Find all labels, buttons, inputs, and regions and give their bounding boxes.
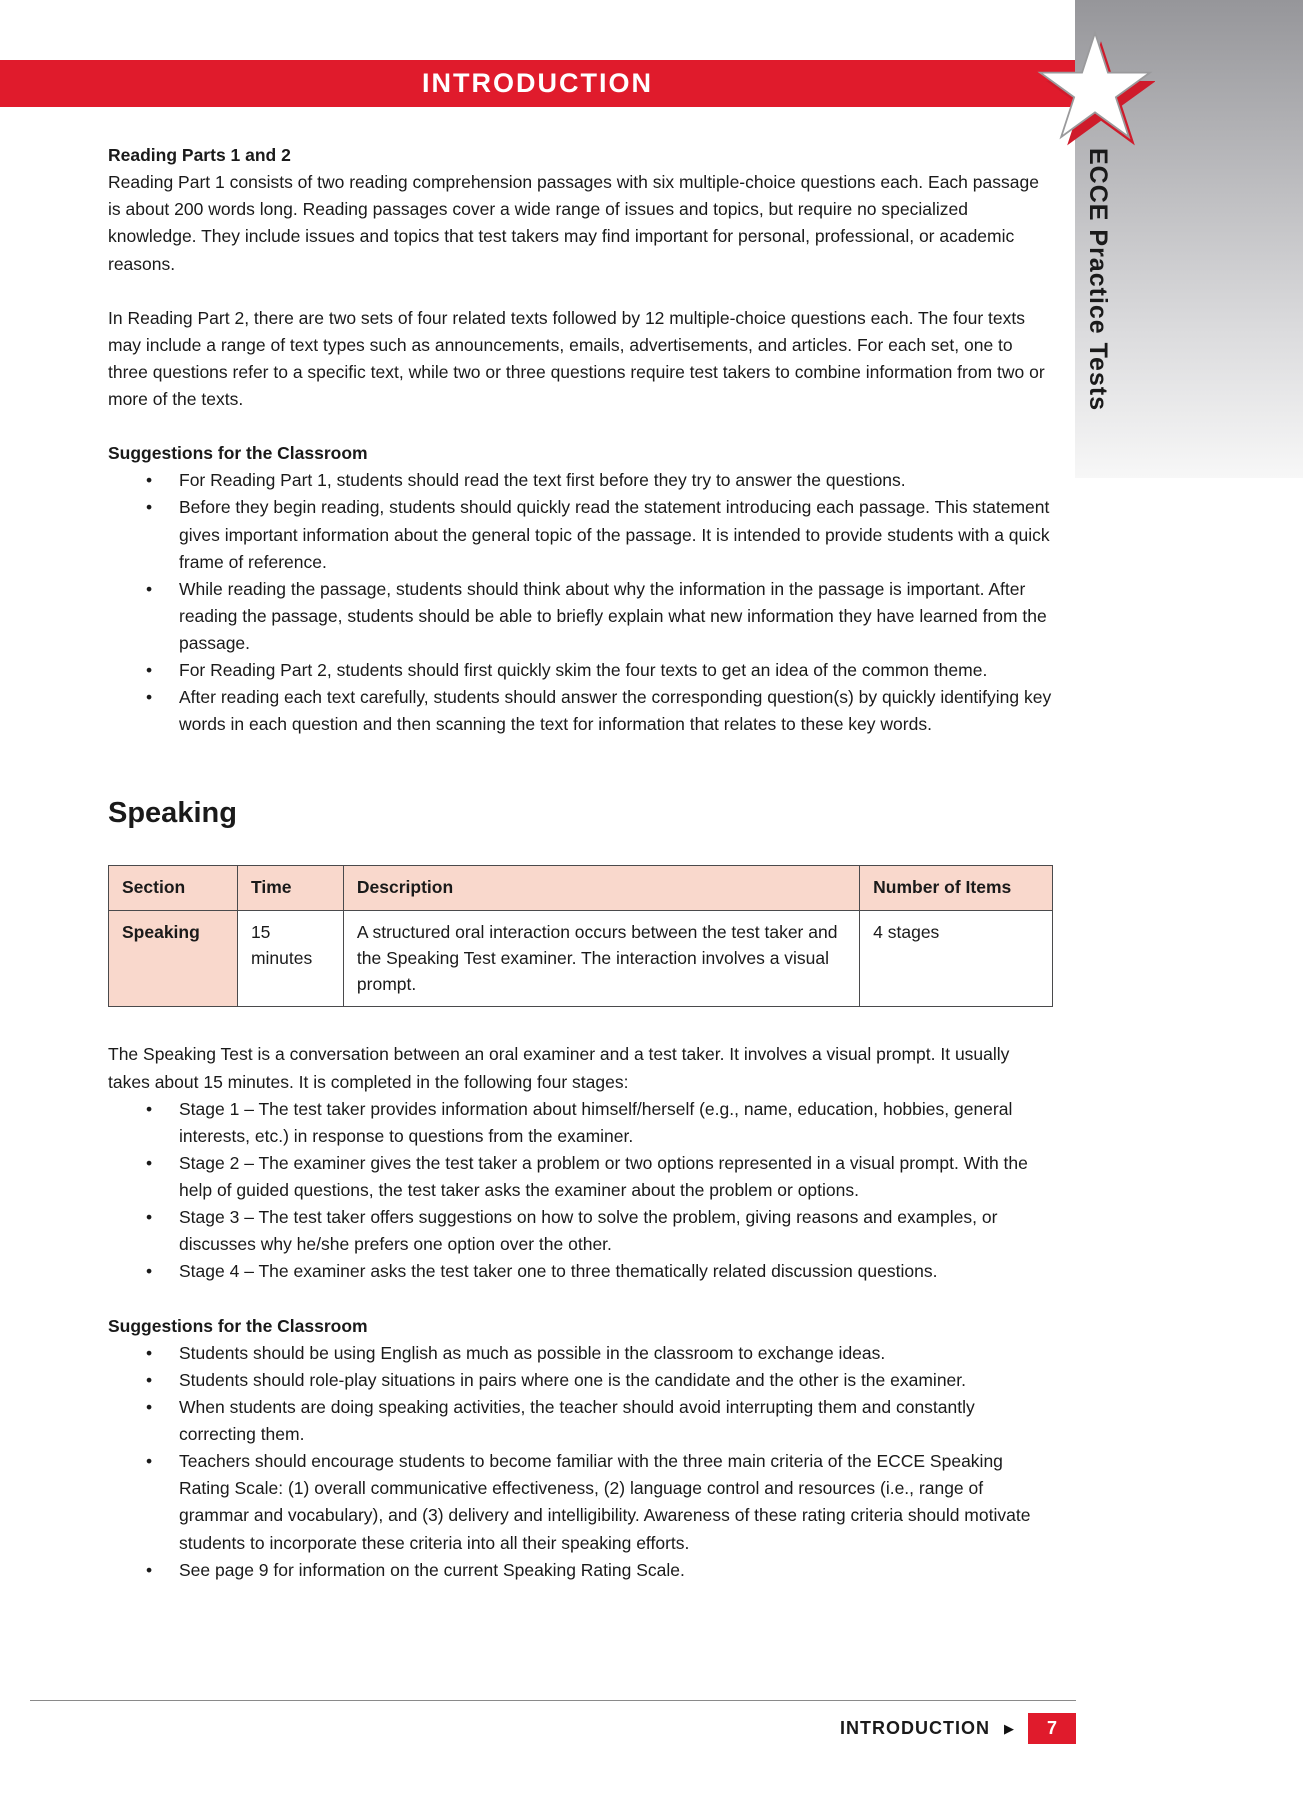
bullet-item <box>108 467 1053 494</box>
bullet-item <box>108 1258 1053 1285</box>
speaking-bullet-list <box>108 1340 1053 1584</box>
bullet-marker: • <box>146 1098 153 1119</box>
arrow-right-icon: ▶ <box>1004 1720 1014 1736</box>
bullet-marker: • <box>146 470 153 491</box>
table-row <box>109 910 1053 1007</box>
bullet-item <box>108 684 1053 738</box>
speaking-stages-list <box>108 1096 1053 1286</box>
bullet-text: For Reading Part 1, students should read the text first before they try to answer the questions. <box>179 470 906 491</box>
bullet-text: After reading each text carefully, students should answer the corresponding question(s) by quickly identifying key words in each question and then scanning the text for information that relates to these key words. <box>179 687 1052 735</box>
bullet-item <box>108 576 1053 657</box>
bullet-text: Teachers should encourage students to become familiar with the three main criteria of the ECCE Speaking Rating Scale: (1) overall communicative effectiveness, (2) language control and resources (i.e., range of grammar and vocabulary), and (3) delivery and intelligibility. Awareness of these rating criteria should motivate students to incorporate these criteria into all their speaking efforts. <box>179 1451 1031 1553</box>
reading-heading: Reading Parts 1 and 2 <box>108 145 291 165</box>
speaking-intro: The Speaking Test is a conversation between an oral examiner and a test taker. It involves a visual prompt. It usually takes about 15 minutes. It is completed in the following four stages: <box>108 1044 1010 1092</box>
footer-section-label: INTRODUCTION <box>840 1718 990 1738</box>
bullet-text: See page 9 for information on the current Speaking Rating Scale. <box>179 1559 685 1580</box>
bullet-marker: • <box>146 1342 153 1363</box>
footer <box>30 1700 1076 1744</box>
reading-paragraph-2: In Reading Part 2, there are two sets of four related texts followed by 12 multiple-choice questions each. The four texts may include a range of text types such as announcements, emails, advertisements, and articles. For each set, one to three questions refer to a specific text, while two or three questions require test takers to combine information from two or more of the texts. <box>108 307 1045 409</box>
page-number-badge: 7 <box>1028 1713 1076 1744</box>
bullet-text: Stage 2 – The examiner gives the test taker a problem or two options represented in a visual prompt. With the help of guided questions, the test taker asks the examiner about the problem or options. <box>179 1152 1028 1201</box>
table-header-items: Number of Items <box>860 866 1053 910</box>
bullet-marker: • <box>146 1396 153 1417</box>
speaking-table <box>108 865 1053 1007</box>
bullet-text: When students are doing speaking activities, the teacher should avoid interrupting them and constantly correcting them. <box>179 1396 975 1445</box>
bullet-item <box>108 1150 1053 1204</box>
bullet-text: Students should be using English as much as possible in the classroom to exchange ideas. <box>179 1342 886 1363</box>
bullet-item <box>108 1367 1053 1394</box>
reading-paragraph-1: Reading Part 1 consists of two reading comprehension passages with six multiple-choice questions each. Each passage is about 200 words long. Reading passages cover a wide range of issues and topics, but require no specialized knowledge. They include issues and topics that test takers may find important for personal, professional, or academic reasons. <box>108 172 1039 274</box>
bullet-marker: • <box>146 660 153 681</box>
bullet-marker: • <box>146 1152 153 1173</box>
table-header-section: Section <box>109 866 238 910</box>
bullet-marker: • <box>146 1559 153 1580</box>
table-header-time: Time <box>237 866 343 910</box>
table-cell-description: A structured oral interaction occurs between the test taker and the Speaking Test examiner. The interaction involves a visual prompt. <box>343 910 859 1007</box>
bullet-text: While reading the passage, students should think about why the information in the passage is important. After reading the passage, students should be able to briefly explain what new information they have learned from the passage. <box>179 578 1047 653</box>
reading-suggestions-heading: Suggestions for the Classroom <box>108 443 368 464</box>
bullet-marker: • <box>146 1207 153 1228</box>
bullet-text: For Reading Part 2, students should first quickly skim the four texts to get an idea of the common theme. <box>179 660 988 681</box>
bullet-item <box>108 1394 1053 1448</box>
main-content <box>108 142 1053 1584</box>
bullet-text: Stage 1 – The test taker provides information about himself/herself (e.g., name, education, hobbies, general interests, etc.) in response to questions from the examiner. <box>179 1098 1013 1146</box>
bullet-item <box>108 1096 1053 1150</box>
sidebar <box>1075 0 1303 478</box>
speaking-suggestions-heading: Suggestions for the Classroom <box>108 1315 368 1336</box>
bullet-text: Students should role-play situations in pairs where one is the candidate and the other is the examiner. <box>179 1369 967 1390</box>
table-header-row <box>109 866 1053 910</box>
bullet-item <box>108 1204 1053 1258</box>
bullet-item <box>108 1557 1053 1584</box>
bullet-item <box>108 657 1053 684</box>
bullet-marker: • <box>146 497 153 518</box>
bullet-marker: • <box>146 578 153 599</box>
table-cell-time: 15 minutes <box>237 910 343 1007</box>
bullet-marker: • <box>146 1451 153 1472</box>
bullet-item <box>108 1340 1053 1367</box>
bullet-marker: • <box>146 1369 153 1390</box>
table-cell-items: 4 stages <box>860 910 1053 1007</box>
bullet-marker: • <box>146 1261 153 1282</box>
bullet-marker: • <box>146 687 153 708</box>
bullet-text: Stage 4 – The examiner asks the test taker one to three thematically related discussion questions. <box>179 1261 938 1282</box>
bullet-text: Before they begin reading, students should quickly read the statement introducing each passage. This statement gives important information about the general topic of the passage. It is intended to provide students with a quick frame of reference. <box>179 497 1050 572</box>
header-bar <box>0 60 1075 107</box>
page-title: INTRODUCTION <box>422 68 653 98</box>
bullet-item <box>108 1448 1053 1557</box>
sidebar-vertical-title: ECCE Practice Tests <box>1084 148 1112 412</box>
reading-bullet-list <box>108 467 1053 738</box>
speaking-heading: Speaking <box>108 796 237 829</box>
bullet-item <box>108 494 1053 575</box>
table-cell-section: Speaking <box>109 910 238 1007</box>
bullet-text: Stage 3 – The test taker offers suggestions on how to solve the problem, giving reasons and examples, or discusses why he/she prefers one option over the other. <box>179 1207 998 1255</box>
table-header-description: Description <box>343 866 859 910</box>
star-logo-icon <box>1035 28 1155 148</box>
